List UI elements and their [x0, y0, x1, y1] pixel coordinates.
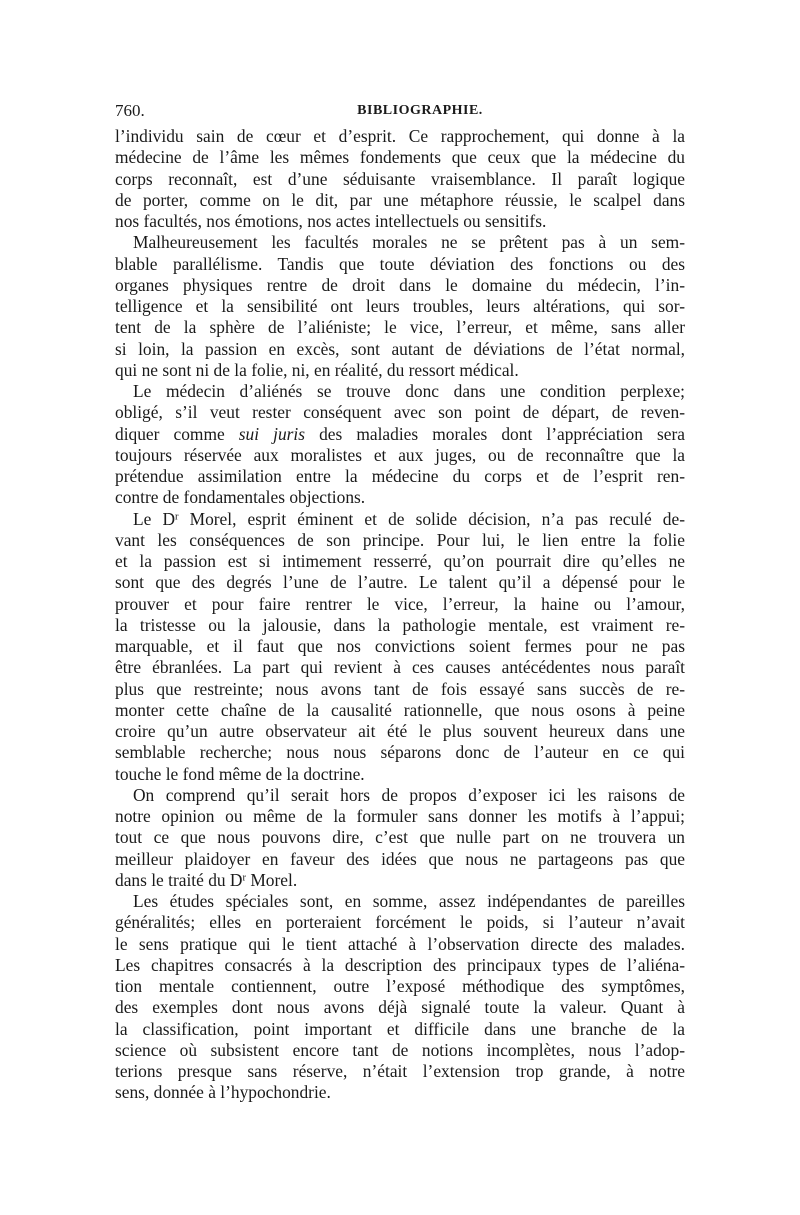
page-header — [115, 96, 685, 126]
body-text — [115, 126, 685, 1104]
paragraph — [115, 509, 685, 785]
book-page — [115, 96, 685, 1176]
text-line: sont que des degrés l’une de l’autre. Le talent qu’il a dépensé pour le — [115, 572, 685, 593]
text-line: prétendue assimilation entre la médecine du corps et de l’esprit ren- — [115, 466, 685, 486]
text-line: Le médecin d’aliénés se trouve donc dans une condition perplexe; — [133, 381, 685, 401]
text-line: Les chapitres consacrés à la description des principaux types de l’aliéna- — [115, 954, 685, 975]
text-line: toujours réservée aux moralistes et aux juges, ou de reconnaître que la — [115, 444, 685, 465]
text-line: la classification, point important et difficile dans une branche de la — [115, 1018, 685, 1039]
text-line: de porter, comme on le dit, par une métaphore réussie, le scalpel dans — [115, 189, 685, 210]
text-line: tent de la sphère de l’aliéniste; le vice, l’erreur, et même, sans aller — [115, 317, 685, 338]
text-line: blable parallélisme. Tandis que toute déviation des fonctions ou des — [115, 253, 685, 274]
text-line: monter cette chaîne de la causalité rationnelle, que nous osons à peine — [115, 699, 685, 720]
paragraph — [115, 891, 685, 1104]
page-number: 760. — [115, 101, 145, 120]
text-line: telligence et la sensibilité ont leurs troubles, leurs altérations, qui sor- — [115, 296, 685, 316]
paragraph — [115, 126, 685, 232]
text-line: sens, donnée à l’hypochondrie. — [115, 1082, 331, 1103]
text-line: être ébranlées. La part qui revient à ces causes antécédentes nous paraît — [115, 657, 685, 678]
text-line: science où subsistent encore tant de notions incomplètes, nous l’adop- — [115, 1039, 685, 1060]
text-line: meilleur plaidoyer en faveur des idées que nous ne partageons pas que — [115, 848, 685, 869]
text-line: notre opinion ou même de la formuler sans donner les motifs à l’appui; — [115, 806, 685, 826]
text-line: dans le traité du $D^r$ Morel. — [115, 869, 298, 890]
text-line: obligé, s’il veut rester conséquent avec son point de départ, de reven- — [115, 402, 685, 423]
text-line: Malheureusement les facultés morales ne se prêtent pas à un sem- — [133, 232, 685, 253]
text-line: si loin, la passion en excès, sont autant de déviations de l’état normal, — [115, 338, 685, 359]
text-line: vant les conséquences de son principe. Pour lui, le lien entre la folie — [115, 529, 685, 550]
text-line: nos facultés, nos émotions, nos actes intellectuels ou sensitifs. — [115, 211, 547, 231]
text-line: organes physiques rentre de droit dans le domaine du médecin, l’in- — [115, 274, 685, 295]
text-line: qui ne sont ni de la folie, ni, en réalité, du ressort médical. — [115, 359, 519, 380]
text-line: semblable recherche; nous nous séparons donc de l’auteur en ce qui — [115, 742, 685, 763]
text-line: corps reconnaît, est d’une séduisante vraisemblance. Il paraît logique — [115, 168, 685, 189]
text-line: le sens pratique qui le tient attaché à l’observation directe des malades. — [115, 933, 685, 954]
text-line: diquer comme sui juris des maladies morales dont l’appréciation sera — [115, 423, 685, 444]
text-line: et la passion est si intimement resserré, qu’on pourrait dire qu’elles ne — [115, 551, 685, 571]
running-head: BIBLIOGRAPHIE. — [357, 103, 483, 118]
text-line: des exemples dont nous avons déjà signalé toute la valeur. Quant à — [115, 997, 685, 1018]
paragraph — [115, 785, 685, 891]
text-line: Les études spéciales sont, en somme, assez indépendantes de pareilles — [133, 891, 685, 911]
text-line: croire qu’un autre observateur ait été le plus souvent heureux dans une — [115, 721, 685, 741]
text-line: Le $D^r$ Morel, esprit éminent et de solide décision, n’a pas reculé de- — [133, 508, 686, 529]
text-line: tion mentale contiennent, outre l’exposé méthodique des symptômes, — [115, 976, 685, 996]
text-line: généralités; elles en porteraient forcément le poids, si l’auteur n’avait — [115, 912, 685, 933]
text-line: terions presque sans réserve, n’était l’extension trop grande, à notre — [115, 1061, 685, 1081]
text-line: tout ce que nous pouvons dire, c’est que nulle part on ne trouvera un — [115, 827, 685, 848]
text-line: prouver et pour faire rentrer le vice, l’erreur, la haine ou l’amour, — [115, 593, 685, 614]
paragraph — [115, 381, 685, 509]
text-line: contre de fondamentales objections. — [115, 487, 366, 508]
text-line: marquable, et il faut que nos convictions soient fermes pour ne pas — [115, 636, 685, 656]
paragraph — [115, 232, 685, 381]
text-line: l’individu sain de cœur et d’esprit. Ce rapprochement, qui donne à la — [115, 126, 685, 146]
text-line: plus que restreinte; nous avons tant de fois essayé sans succès de re- — [115, 678, 685, 699]
text-line: la tristesse ou la jalousie, dans la pathologie mentale, est vraiment re- — [115, 614, 685, 635]
text-line: On comprend qu’il serait hors de propos d’exposer ici les raisons de — [133, 784, 685, 805]
text-line: médecine de l’âme les mêmes fondements que ceux que la médecine du — [115, 147, 685, 168]
text-line: touche le fond même de la doctrine. — [115, 763, 365, 784]
